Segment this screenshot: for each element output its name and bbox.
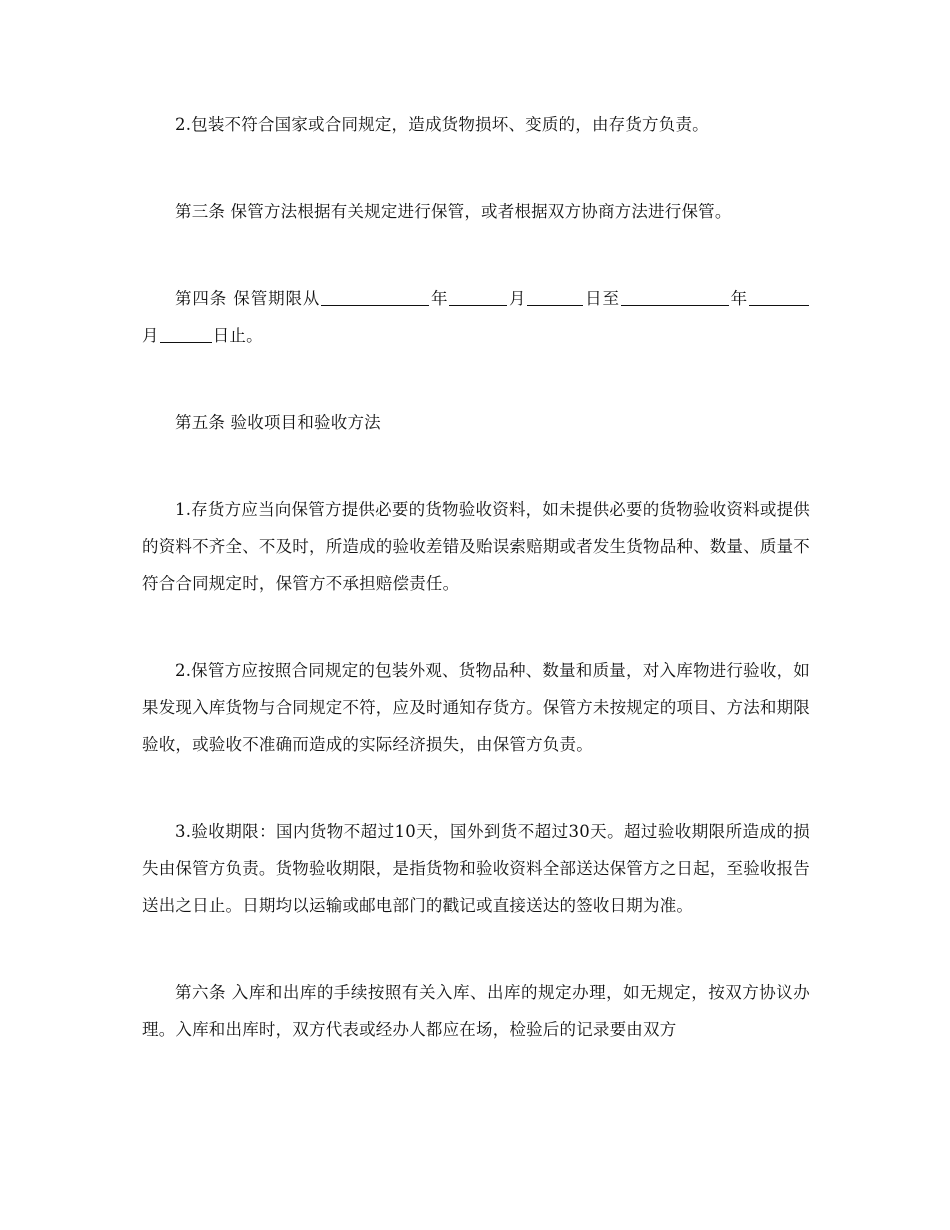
- article-6-entry-exit: 第六条 入库和出库的手续按照有关入库、出库的规定办理，如无规定，按双方协议办理。入库和出库时，双方代表或经办人都应在场，检验后的记录要由双方: [142, 983, 810, 1039]
- blank-start-year: [321, 285, 429, 306]
- label-day-to: 日至: [584, 289, 620, 308]
- label-month-2: 月: [142, 326, 159, 345]
- article-5-heading: 第五条 验收项目和验收方法: [175, 413, 381, 432]
- blank-end-month-placeholder: [749, 285, 809, 306]
- label-year-1: 年: [430, 289, 449, 308]
- article-4-prefix: 第四条 保管期限从: [175, 289, 321, 308]
- article-5-item-3: 3.验收期限：国内货物不超过10天，国外到货不超过30天。超过验收期限所造成的损失由保管方负责。货物验收期限，是指货物和验收资料全部送达保管方之日起，至验收报告送出之日止。日期均以运输或邮电部门的戳记或直接送达的签收日期为准。: [142, 822, 810, 915]
- article-4-suffix: 日止。: [212, 326, 263, 345]
- blank-end-year: [621, 285, 729, 306]
- article-5-item-1: 1.存货方应当向保管方提供必要的货物验收资料，如未提供必要的货物验收资料或提供的资料不齐全、不及时，所造成的验收差错及贻误索赔期或者发生货物品种、数量、质量不符合合同规定时，保管方不承担赔偿责任。: [142, 500, 810, 593]
- blank-end-day: [160, 322, 212, 343]
- document-body: [142, 106, 810, 1048]
- clause-2-item-2: 2.包装不符合国家或合同规定，造成货物损坏、变质的，由存货方负责。: [175, 115, 709, 134]
- blank-start-month: [449, 285, 507, 306]
- article-5-item-2: 2.保管方应按照合同规定的包装外观、货物品种、数量和质量，对入库物进行验收，如果发现入库货物与合同规定不符，应及时通知存货方。保管方未按规定的项目、方法和期限验收，或验收不准确而造成的实际经济损失，由保管方负责。: [142, 661, 810, 754]
- label-month-1: 月: [508, 289, 527, 308]
- article-3-storage-method: 第三条 保管方法根据有关规定进行保管，或者根据双方协商方法进行保管。: [175, 202, 732, 221]
- article-4-storage-period: [142, 280, 810, 354]
- blank-start-day: [527, 285, 583, 306]
- label-year-2: 年: [729, 289, 749, 308]
